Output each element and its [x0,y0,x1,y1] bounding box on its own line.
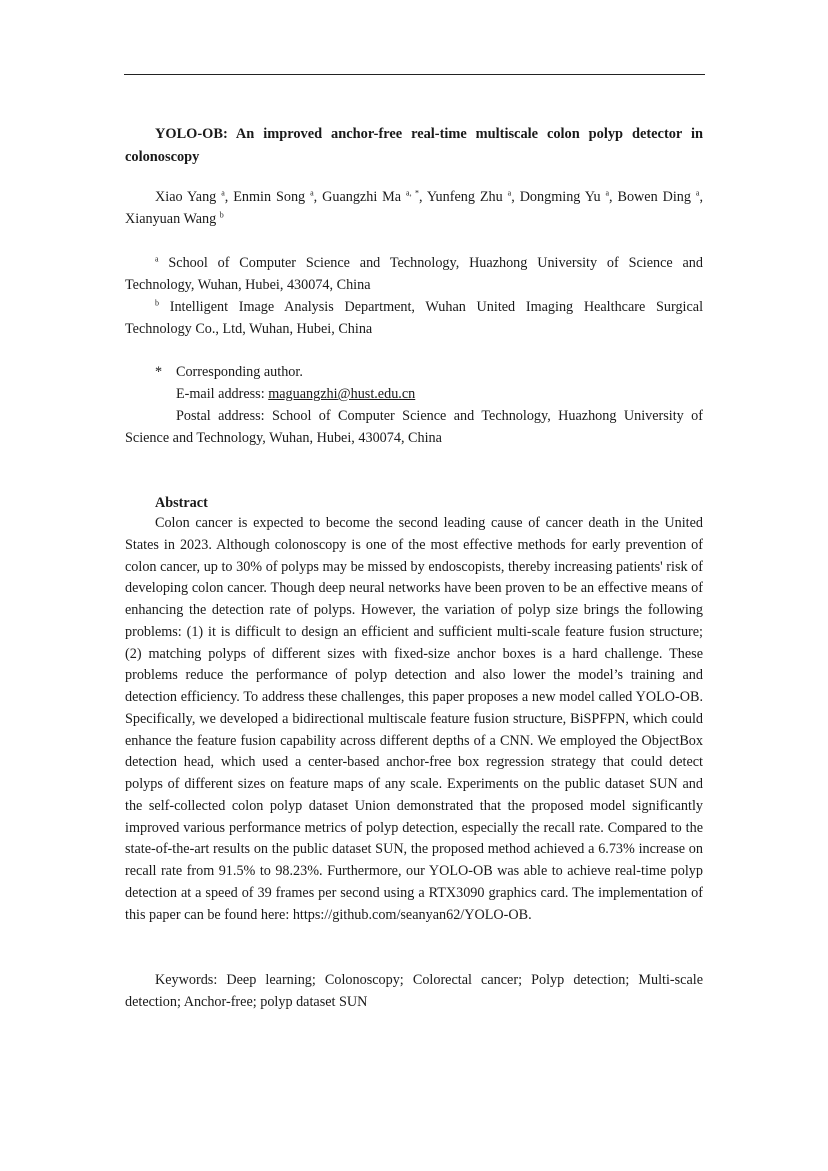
affiliation-text: School of Computer Science and Technology, Huazhong University of Science and Technology, Wuhan, Hubei, 430074, China [125,255,703,293]
affiliation-b [125,296,703,340]
author-list: Xiao Yang $^a$, Enmin Song $^a$, Guangzhi Ma $^{a, *}$, Yunfeng Zhu $^a$, Dongming Yu $^a$, Bowen Ding $^a$, Xianyuan Wang $^b$ [125,188,704,227]
header-rule [124,74,705,75]
author-name: Enmin Song [233,189,306,205]
author-name: Guangzhi Ma [322,189,402,205]
author-affil-mark: a [310,188,314,198]
author-name: Xianyuan Wang [125,211,217,227]
paper-title: YOLO-OB: An improved anchor-free real-time multiscale colon polyp detector in colonoscopy [125,126,703,165]
author-name: Xiao Yang [155,189,217,205]
abstract-text: Colon cancer is expected to become the second leading cause of cancer death in the United States in 2023. Although colonoscopy is one of the most effective methods for early prevention of colon cancer, up to 30% of polyps may be missed by endoscopists, thereby increasing patients' risk of developing colon cancer. Though deep neural networks have been proven to be an effective means of enhancing the detection rate of polyps. However, the variation of polyp size brings the following problems: (1) it is difficult to design an efficient and sufficient multi-scale feature fusion structure; (2) matching polyps of different sizes with fixed-size anchor boxes is a hard challenge. These problems reduce the performance of polyp detection and also lower the model’s training and detection efficiency. To address these challenges, this paper proposes a new model called YOLO-OB. Specifically, we developed a bidirectional multiscale feature fusion structure, BiSPFPN, which could enhance the feature fusion capability across different depths of a CNN. We employed the ObjectBox detection head, which used a center-based anchor-free box regression strategy that could detect polyps of different sizes on feature maps of any scale. Experiments on the public dataset SUN and the self-collected colon polyp dataset Union demonstrated that the proposed model significantly improved various performance metrics of polyp detection, especially the recall rate. Compared to the state-of-the-art results on the public dataset SUN, the proposed method achieved a 6.73% increase on recall rate from 91.5% to 98.23%. Furthermore, our YOLO-OB was able to achieve real-time polyp detection at a speed of 39 frames per second using a RTX3090 graphics card. The implementation of this paper can be found here: https://github.com/seanyan62/YOLO-OB. [125,515,703,923]
corresponding-mark: * [155,364,163,380]
affiliation-mark: b [155,298,159,308]
author-affil-mark: a [695,188,700,198]
keywords: Keywords: Deep learning; Colonoscopy; Colorectal cancer; Polyp detection; Multi-scale detection; Anchor-free; polyp dataset SUN [125,972,703,1010]
author-affil-mark: a [507,188,512,198]
author-name: Dongming Yu [519,189,601,205]
abstract-heading: Abstract [155,495,208,511]
author-affil-mark: b [219,210,224,220]
affiliation-mark: a [155,254,159,264]
author-affil-mark: a [221,188,225,198]
correspondence-block [125,361,703,449]
affiliation-a [125,252,703,296]
affiliation-text: Intelligent Image Analysis Department, Wuhan United Imaging Healthcare Surgical Technology Co., Ltd, Wuhan, Hubei, China [125,299,704,337]
email-link[interactable]: maguangzhi@hust.edu.cn [268,386,416,402]
author-name: Yunfeng Zhu [426,189,503,205]
author-affil-mark: a, * [406,188,419,198]
email-line [125,383,703,405]
author-name: Bowen Ding [617,189,691,205]
corresponding-label: Corresponding author. [176,364,303,380]
author-affil-mark: a [605,188,610,198]
email-prefix: E-mail address: [176,386,269,402]
postal-address: Postal address: School of Computer Science and Technology, Huazhong University of Science and Technology, Wuhan, Hubei, 430074, China [125,408,703,446]
